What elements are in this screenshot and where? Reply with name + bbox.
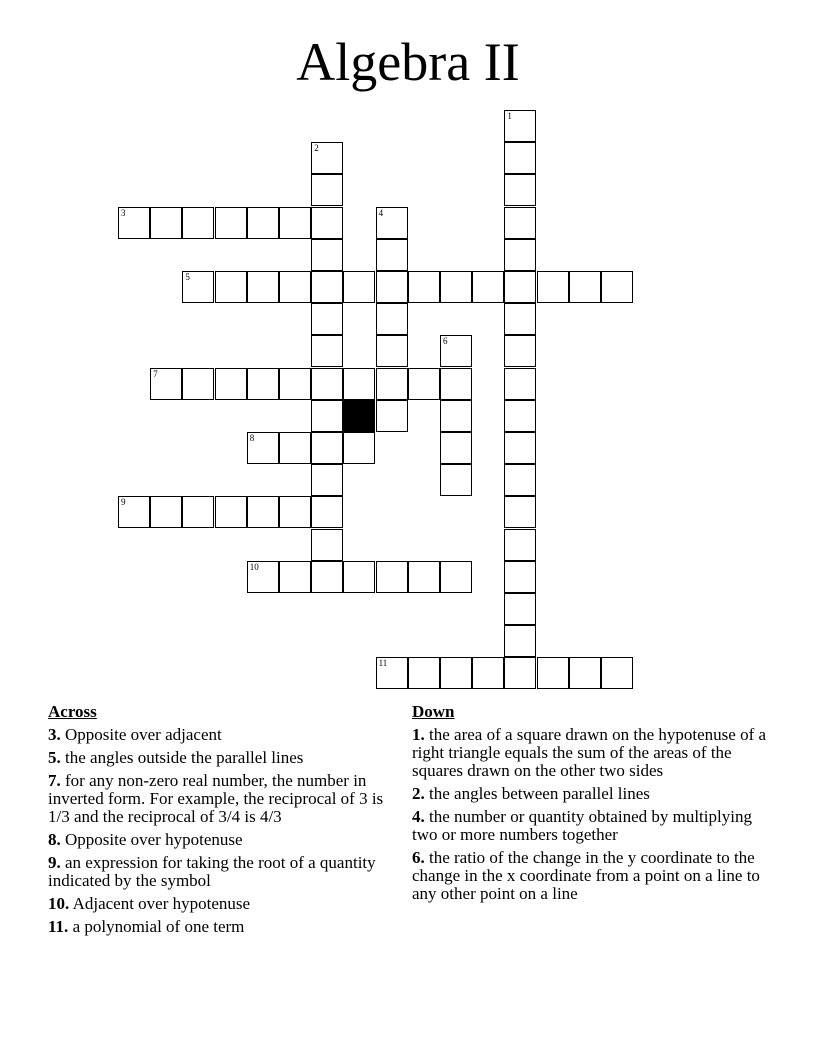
grid-cell[interactable] xyxy=(247,432,279,464)
grid-cell[interactable] xyxy=(504,432,536,464)
clue-text: a polynomial of one term xyxy=(72,917,245,936)
grid-cell[interactable] xyxy=(150,496,182,528)
grid-cell[interactable] xyxy=(504,142,536,174)
grid-cell[interactable] xyxy=(311,335,343,367)
grid-cell[interactable] xyxy=(311,496,343,528)
grid-cell[interactable] xyxy=(247,496,279,528)
grid-cell[interactable] xyxy=(376,239,408,271)
grid-cell[interactable] xyxy=(408,561,440,593)
grid-cell[interactable] xyxy=(311,464,343,496)
grid-cell[interactable] xyxy=(343,368,375,400)
grid-cell[interactable] xyxy=(376,400,408,432)
down-heading: Down xyxy=(412,702,455,721)
grid-cell[interactable] xyxy=(311,271,343,303)
grid-cell[interactable] xyxy=(150,368,182,400)
grid-cell[interactable] xyxy=(504,239,536,271)
clue-number: 3. xyxy=(48,725,61,744)
clue-text: the area of a square drawn on the hypotenuse of a right triangle equals the sum of the areas of the squares drawn on the other two sides xyxy=(412,725,767,780)
grid-cell[interactable] xyxy=(504,400,536,432)
grid-cell[interactable] xyxy=(504,561,536,593)
clue-number: 6 xyxy=(443,336,448,347)
grid-cell[interactable] xyxy=(311,239,343,271)
grid-cell[interactable] xyxy=(343,561,375,593)
grid-cell[interactable] xyxy=(182,207,214,239)
grid-cell[interactable] xyxy=(504,303,536,335)
clue-number: 11. xyxy=(48,917,69,936)
grid-cell[interactable] xyxy=(311,400,343,432)
grid-cell[interactable] xyxy=(504,657,536,689)
grid-cell[interactable] xyxy=(279,368,311,400)
clue-number: 8. xyxy=(48,830,61,849)
down-clues xyxy=(412,702,772,908)
grid-cell[interactable] xyxy=(182,368,214,400)
clue-text: for any non-zero real number, the number in inverted form. For example, the reciprocal of 3 is 1/3 and the reciprocal of 3/4 is 4/3 xyxy=(48,771,384,826)
grid-cell[interactable] xyxy=(504,496,536,528)
grid-cell[interactable] xyxy=(376,271,408,303)
grid-cell[interactable] xyxy=(376,207,408,239)
grid-cell[interactable] xyxy=(537,657,569,689)
grid-cell[interactable] xyxy=(440,335,472,367)
grid-cell[interactable] xyxy=(440,400,472,432)
clue-number: 6. xyxy=(412,848,425,867)
clue-number: 11 xyxy=(378,658,388,669)
grid-cell[interactable] xyxy=(118,207,150,239)
clue-text: the angles between parallel lines xyxy=(429,784,650,803)
clue-number: 10 xyxy=(249,561,259,572)
grid-cell[interactable] xyxy=(311,561,343,593)
clue-number: 2. xyxy=(412,784,425,803)
grid-cell[interactable] xyxy=(408,657,440,689)
grid-cell[interactable] xyxy=(569,657,601,689)
grid-cell[interactable] xyxy=(343,271,375,303)
clue-text: Opposite over hypotenuse xyxy=(65,830,243,849)
clue-text: the number or quantity obtained by multiplying two or more numbers together xyxy=(412,807,752,844)
down-clue xyxy=(412,808,772,844)
clue-text: an expression for taking the root of a quantity indicated by the symbol xyxy=(48,853,376,890)
across-clue xyxy=(48,854,408,890)
across-clue xyxy=(48,726,408,744)
grid-cell[interactable] xyxy=(504,593,536,625)
grid-cell[interactable] xyxy=(376,657,408,689)
grid-cell[interactable] xyxy=(440,368,472,400)
grid-cell[interactable] xyxy=(182,496,214,528)
grid-cell[interactable] xyxy=(215,368,247,400)
grid-cell[interactable] xyxy=(215,271,247,303)
grid-cell[interactable] xyxy=(472,657,504,689)
clue-number: 9 xyxy=(121,497,126,508)
grid-cell[interactable] xyxy=(311,432,343,464)
clue-number: 7 xyxy=(153,368,158,379)
grid-cell[interactable] xyxy=(504,174,536,206)
grid-cell[interactable] xyxy=(440,432,472,464)
grid-cell[interactable] xyxy=(504,110,536,142)
grid-cell[interactable] xyxy=(182,271,214,303)
grid-cell[interactable] xyxy=(601,271,633,303)
grid-cell[interactable] xyxy=(504,625,536,657)
grid-cell[interactable] xyxy=(408,271,440,303)
grid-cell[interactable] xyxy=(472,271,504,303)
grid-cell[interactable] xyxy=(504,464,536,496)
grid-cell[interactable] xyxy=(279,432,311,464)
grid-cell[interactable] xyxy=(343,432,375,464)
clue-number: 5 xyxy=(185,272,190,282)
clue-number: 4. xyxy=(412,807,425,826)
down-clue xyxy=(412,785,772,803)
across-clue xyxy=(48,749,408,767)
grid-cell[interactable] xyxy=(279,561,311,593)
grid-cell[interactable] xyxy=(118,496,150,528)
down-clue-list xyxy=(412,726,772,903)
grid-cell[interactable] xyxy=(376,335,408,367)
down-clue xyxy=(412,849,772,903)
clue-number: 7. xyxy=(48,771,61,790)
grid-cell[interactable] xyxy=(247,271,279,303)
grid-cell[interactable] xyxy=(537,271,569,303)
clue-text: Adjacent over hypotenuse xyxy=(72,894,251,913)
clue-number: 4 xyxy=(378,207,384,218)
grid-cell[interactable] xyxy=(440,464,472,496)
across-heading: Across xyxy=(48,702,97,721)
across-clues xyxy=(48,702,408,941)
grid-cell[interactable] xyxy=(601,657,633,689)
grid-cell[interactable] xyxy=(311,303,343,335)
page-title: Algebra II xyxy=(296,32,520,92)
grid-cell[interactable] xyxy=(504,271,536,303)
clue-number: 9. xyxy=(48,853,61,872)
grid-cell[interactable] xyxy=(311,207,343,239)
grid-cell[interactable] xyxy=(504,368,536,400)
clue-text: the angles outside the parallel lines xyxy=(65,748,304,767)
clue-number: 5. xyxy=(48,748,61,767)
grid-cell[interactable] xyxy=(376,303,408,335)
clue-text: Opposite over adjacent xyxy=(65,725,222,744)
grid-cell[interactable] xyxy=(247,561,279,593)
grid-cell[interactable] xyxy=(440,561,472,593)
clue-number: 1 xyxy=(507,111,512,121)
across-clue xyxy=(48,895,408,913)
grid-cell[interactable] xyxy=(311,174,343,206)
down-clue xyxy=(412,726,772,780)
grid-cell[interactable] xyxy=(247,368,279,400)
grid-cell[interactable] xyxy=(311,529,343,561)
grid-cell[interactable] xyxy=(504,335,536,367)
grid-cell[interactable] xyxy=(376,561,408,593)
grid-cell[interactable] xyxy=(311,368,343,400)
grid-cell[interactable] xyxy=(311,142,343,174)
grid-cell[interactable] xyxy=(247,207,279,239)
grid-cell[interactable] xyxy=(440,657,472,689)
across-clue xyxy=(48,772,408,826)
grid-cell[interactable] xyxy=(279,207,311,239)
grid-cell[interactable] xyxy=(376,368,408,400)
grid-cell[interactable] xyxy=(150,207,182,239)
across-clue xyxy=(48,918,408,936)
clue-number: 1. xyxy=(412,725,425,744)
grid-cell[interactable] xyxy=(408,368,440,400)
clue-text: the ratio of the change in the y coordinate to the change in the x coordinate from a point on a line to any other point on a line xyxy=(412,848,760,903)
grid-cell[interactable] xyxy=(215,496,247,528)
clue-number: 10. xyxy=(48,894,70,913)
clue-number: 2 xyxy=(314,143,319,154)
grid-cell[interactable] xyxy=(279,271,311,303)
across-clue-list xyxy=(48,726,408,936)
grid-cell[interactable] xyxy=(504,207,536,239)
grid-cell[interactable] xyxy=(215,207,247,239)
clue-number: 3 xyxy=(121,207,126,218)
grid-cell[interactable] xyxy=(279,496,311,528)
grid-cell[interactable] xyxy=(504,529,536,561)
grid-cell[interactable] xyxy=(569,271,601,303)
grid-cell[interactable] xyxy=(440,271,472,303)
black-cell xyxy=(343,400,375,432)
clue-number: 8 xyxy=(249,433,255,443)
across-clue xyxy=(48,831,408,849)
